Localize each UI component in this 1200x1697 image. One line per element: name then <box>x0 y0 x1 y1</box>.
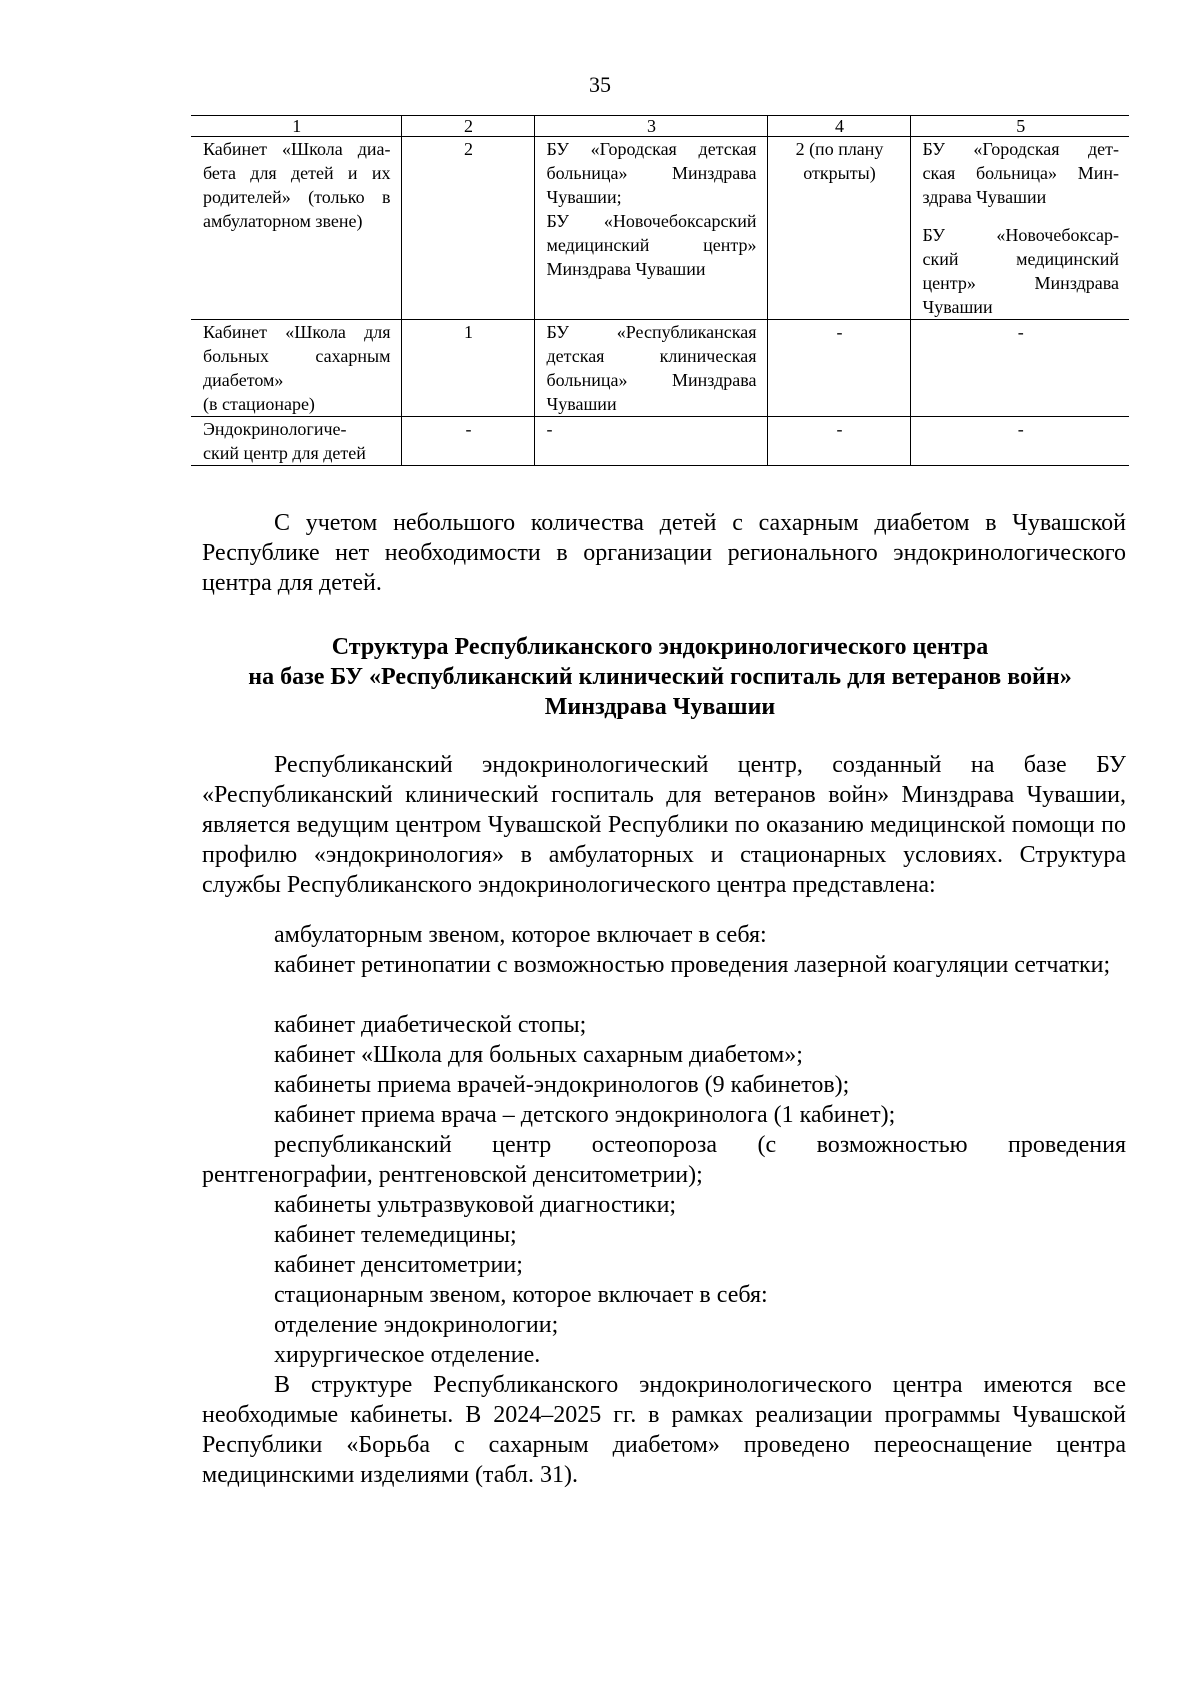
cell-line: ский медицинский <box>922 249 1119 269</box>
list-item: кабинет денситометрии; <box>274 1252 523 1278</box>
paragraph-equipment: В структуре Республиканского эндокринологического центра имеются все необходимые кабинеты. В 2024–2025 гг. в рамках реализации программы Чувашской Республики «Борьба с сахарным диабетом» проведено переоснащение центра медицинскими изделиями (табл. 31). <box>202 1372 1126 1488</box>
table-header-cell: 5 <box>910 116 1129 137</box>
table-row <box>191 417 1129 466</box>
section-heading-line-2: на базе БУ «Республиканский клинический госпиталь для ветеранов войн» <box>248 664 1072 690</box>
list-item: отделение эндокринологии; <box>274 1312 559 1338</box>
cell-line: Кабинет «Школа диа- <box>203 139 391 159</box>
table-row <box>191 320 1129 417</box>
table-cell <box>767 137 910 320</box>
cell-line: Чувашии; <box>546 187 622 207</box>
table-cell <box>191 137 401 320</box>
cell-line: амбулаторном звене) <box>203 211 363 231</box>
table-cell: 1 <box>401 320 534 417</box>
list-item: кабинет «Школа для больных сахарным диабетом»; <box>274 1042 803 1068</box>
list-item: хирургическое отделение. <box>274 1342 541 1368</box>
cell-line: бета для детей и их <box>203 163 391 183</box>
cell-line: открыты) <box>803 163 876 183</box>
section-heading-line-1: Структура Республиканского эндокринологического центра <box>331 634 989 660</box>
list-item: кабинет диабетической стопы; <box>274 1012 587 1038</box>
cell-line: БУ «Городская детская <box>546 139 757 159</box>
table-cell <box>191 417 401 466</box>
table-header-cell: 3 <box>534 116 767 137</box>
table-row <box>191 137 1129 320</box>
cell-line: Чувашии <box>922 297 993 317</box>
cell-line: БУ «Новочебоксар- <box>922 225 1119 245</box>
cell-line: Эндокринологиче- <box>203 419 347 439</box>
table-header-cell: 4 <box>767 116 910 137</box>
list-item: кабинет телемедицины; <box>274 1222 517 1248</box>
list-item: кабинет приема врача – детского эндокринолога (1 кабинет); <box>274 1102 896 1128</box>
cell-line: больница» Минздрава <box>546 370 757 390</box>
table-cell: - <box>767 320 910 417</box>
section-heading-line-3: Минздрава Чувашии <box>544 694 776 720</box>
offices-table <box>191 115 1129 466</box>
cell-line: больных сахарным <box>203 346 391 366</box>
cell-line: больница» Минздрава <box>546 163 757 183</box>
list-item: республиканский центр остеопороза (с возможностью проведения рентгенографии, рентгеновской денситометрии); <box>202 1132 1126 1188</box>
list-item: кабинеты приема врачей-эндокринологов (9 кабинетов); <box>274 1072 850 1098</box>
cell-line: Минздрава Чувашии <box>546 259 706 279</box>
table-cell: 2 <box>401 137 534 320</box>
cell-line: (в стационаре) <box>203 394 315 414</box>
list-item: кабинеты ультразвуковой диагностики; <box>274 1192 677 1218</box>
cell-line: центр» Минздрава <box>922 273 1119 293</box>
table-cell: - <box>910 320 1129 417</box>
cell-line: 2 (по плану <box>795 139 884 159</box>
cell-line: здрава Чувашии <box>922 187 1047 207</box>
cell-line: Чувашии <box>546 394 617 414</box>
cell-line: БУ «Новочебоксарский <box>546 211 757 231</box>
list-item: стационарным звеном, которое включает в себя: <box>274 1282 768 1308</box>
table-cell <box>191 320 401 417</box>
cell-line: медицинский центр» <box>546 235 757 255</box>
table-cell: - <box>534 417 767 466</box>
table-cell: - <box>767 417 910 466</box>
cell-line: Кабинет «Школа для <box>203 322 391 342</box>
list-item: амбулаторным звеном, которое включает в себя: <box>274 922 767 948</box>
page-number: 35 <box>589 72 611 97</box>
table-header-row <box>191 116 1129 137</box>
paragraph-structure: Республиканский эндокринологический центр, созданный на базе БУ «Республиканский клинический госпиталь для ветеранов войн» Минздрава Чувашии, является ведущим центром Чувашской Республики по оказанию медицинской помощи по профилю «эндокринология» в амбулаторных и стационарных условиях. Структура службы Республиканского эндокринологического центра представлена: <box>202 752 1126 898</box>
table-cell <box>910 137 1129 320</box>
list-item: кабинет ретинопатии с возможностью проведения лазерной коагуляции сетчатки; <box>274 952 1111 978</box>
cell-line: родителей» (только в <box>203 187 391 207</box>
table-header-cell: 1 <box>191 116 401 137</box>
table-cell: - <box>910 417 1129 466</box>
cell-line: БУ «Республиканская <box>546 322 757 342</box>
cell-line: диабетом» <box>203 370 284 390</box>
paragraph-intro: С учетом небольшого количества детей с сахарным диабетом в Чувашской Республике нет необходимости в организации регионального эндокринологического центра для детей. <box>202 510 1126 596</box>
table-cell <box>534 320 767 417</box>
cell-line: ская больница» Мин- <box>922 163 1119 183</box>
table-cell <box>534 137 767 320</box>
cell-line: БУ «Городская дет- <box>922 139 1119 159</box>
cell-line: ский центр для детей <box>203 443 366 463</box>
table-cell: - <box>401 417 534 466</box>
cell-line: детская клиническая <box>546 346 757 366</box>
table-header-cell: 2 <box>401 116 534 137</box>
